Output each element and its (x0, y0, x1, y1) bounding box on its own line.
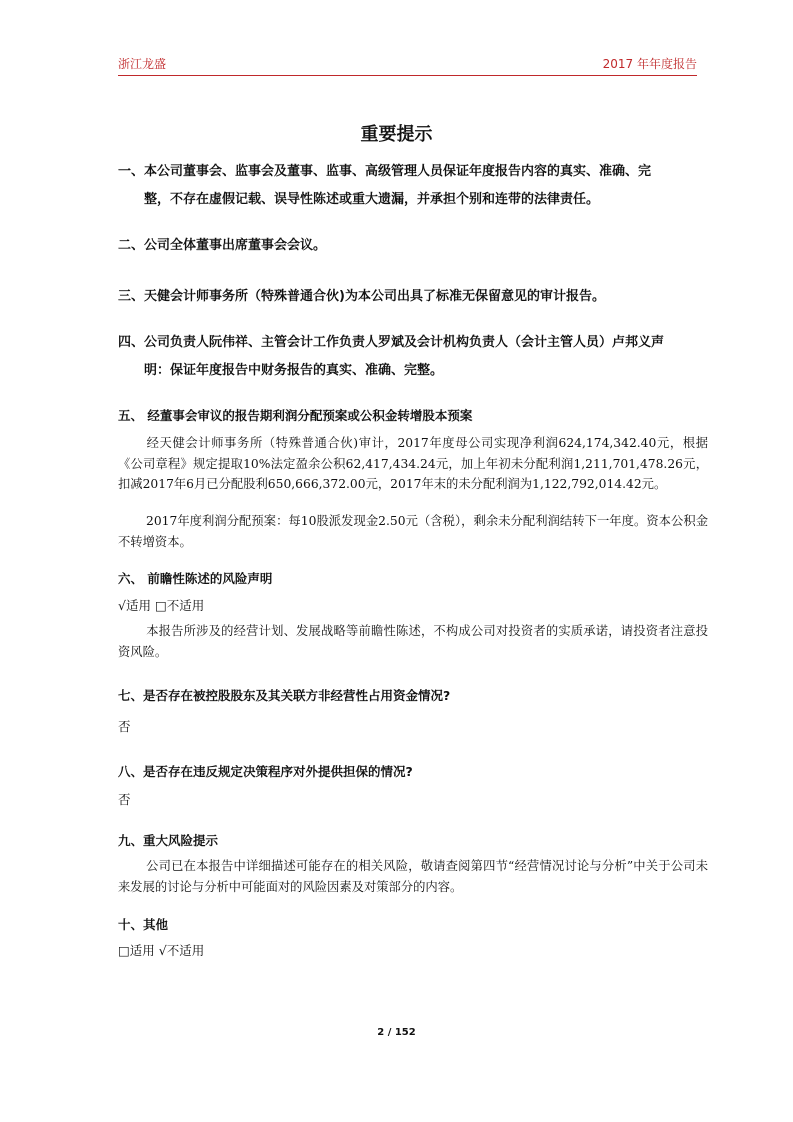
section-9-paragraph (118, 856, 708, 897)
page-number: 2 / 152 (377, 1027, 416, 1038)
section-8-answer: 否 (118, 792, 131, 807)
section-6-paragraph (118, 621, 708, 662)
section-1-line-1: 一、本公司董事会、监事会及董事、监事、高级管理人员保证年度报告内容的真实、准确、完 (118, 164, 652, 179)
page-title: 重要提示 (360, 124, 433, 145)
section-5-paragraph-1-text: 经天健会计师事务所（特殊普通合伙)审计，2017年度母公司实现净利润624,174,342.40元，根据《公司章程》规定提取10%法定盈余公积62,417,434.24元，加上年初未分配利润1,211,701,478.26元，扣减2017年6月已分配股利650,666,372.00元，2017年末的未分配利润为1,122,792,014.42元。 (118, 436, 708, 492)
section-10-heading: 十、其他 (118, 917, 169, 932)
section-8-heading: 八、是否存在违反规定决策程序对外提供担保的情况? (118, 764, 413, 779)
section-6-heading: 六、 前瞻性陈述的风险声明 (118, 571, 273, 586)
header-report-title: 2017 年年度报告 (602, 57, 697, 71)
section-1 (118, 158, 713, 214)
header-company: 浙江龙盛 (118, 57, 167, 71)
section-4 (118, 329, 713, 385)
section-2: 二、公司全体董事出席董事会会议。 (118, 238, 327, 253)
section-1-line-2: 整，不存在虚假记载、误导性陈述或重大遗漏，并承担个别和连带的法律责任。 (144, 192, 600, 207)
section-10-option: □适用 √不适用 (118, 943, 205, 958)
section-3: 三、天健会计师事务所（特殊普通合伙)为本公司出具了标准无保留意见的审计报告。 (118, 289, 605, 304)
header-divider (118, 75, 697, 76)
section-4-line-1: 四、公司负责人阮伟祥、主管会计工作负责人罗斌及会计机构负责人（会计主管人员）卢邦义声 (118, 335, 665, 350)
section-9-paragraph-text: 公司已在本报告中详细描述可能存在的相关风险，敬请查阅第四节“经营情况讨论与分析”中关于公司未来发展的讨论与分析中可能面对的风险因素及对策部分的内容。 (118, 859, 708, 894)
section-5-paragraph-2-text: 2017年度利润分配预案：每10股派发现金2.50元（含税），剩余未分配利润结转下一年度。资本公积金不转增资本。 (118, 514, 708, 549)
section-7-answer: 否 (118, 719, 131, 734)
section-9-heading: 九、重大风险提示 (118, 833, 219, 848)
section-4-line-2: 明：保证年度报告中财务报告的真实、准确、完整。 (144, 363, 444, 378)
section-6-paragraph-text: 本报告所涉及的经营计划、发展战略等前瞻性陈述，不构成公司对投资者的实质承诺，请投资者注意投资风险。 (118, 624, 708, 659)
section-7-heading: 七、是否存在被控股股东及其关联方非经营性占用资金情况? (118, 688, 451, 703)
section-5-paragraph-2 (118, 511, 708, 552)
section-5-heading: 五、 经董事会审议的报告期利润分配预案或公积金转增股本预案 (118, 408, 473, 423)
section-6-option: √适用 □不适用 (118, 598, 205, 613)
section-5-paragraph-1 (118, 433, 708, 495)
